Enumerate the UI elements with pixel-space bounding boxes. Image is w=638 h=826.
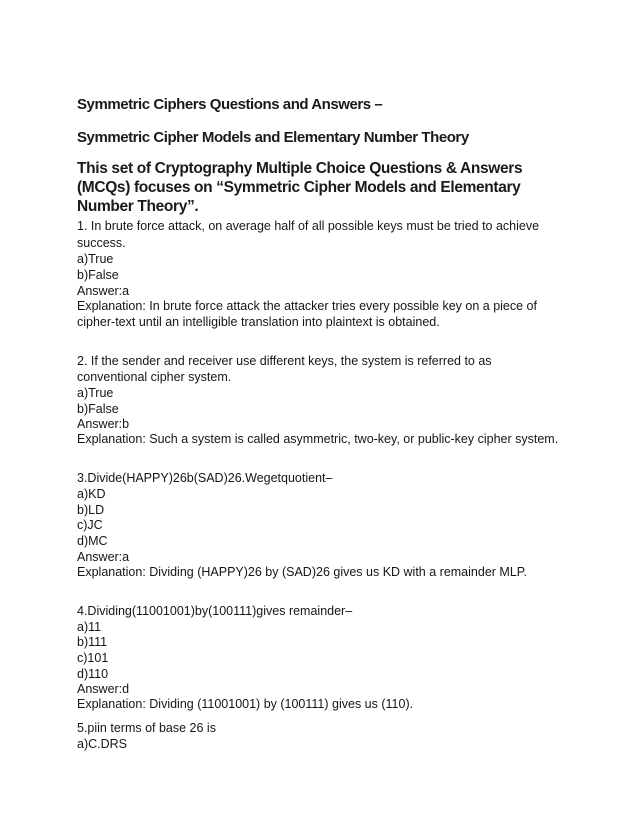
explanation: Explanation: In brute force attack the attacker tries every possible key on a piece of (77, 299, 537, 313)
option-a: a)True (77, 252, 114, 266)
option-a: a)C.DRS (77, 737, 128, 751)
intro-line: This set of Cryptography Multiple Choice Questions & Answers (77, 160, 523, 177)
explanation: Explanation: Dividing (11001001) by (100111) gives us (110). (77, 697, 414, 711)
explanation: Explanation: Such a system is called asymmetric, two-key, or public-key cipher system. (77, 432, 559, 446)
intro-paragraph (77, 159, 557, 216)
option-b: b)111 (77, 635, 108, 649)
option-b: b)LD (77, 503, 105, 517)
question-text: 5.piin terms of base 26 is (77, 721, 216, 735)
intro-line: (MCQs) focuses on “Symmetric Cipher Models and Elementary (77, 179, 521, 196)
intro-line: Number Theory”. (77, 198, 199, 215)
explanation: Explanation: Dividing (HAPPY)26 by (SAD)26 gives us KD with a remainder MLP. (77, 565, 527, 579)
question-text: conventional cipher system. (77, 370, 232, 384)
heading-secondary: Symmetric Cipher Models and Elementary Number Theory (77, 129, 469, 146)
answer: Answer:b (77, 417, 130, 431)
answer: Answer:d (77, 682, 130, 696)
explanation: cipher-text until an intelligible translation into plaintext is obtained. (77, 315, 440, 329)
option-d: d)MC (77, 534, 108, 548)
option-a: a)11 (77, 620, 102, 634)
question-text: 2. If the sender and receiver use different keys, the system is referred to as (77, 354, 492, 368)
option-c: c)101 (77, 651, 109, 665)
option-a: a)True (77, 386, 114, 400)
question-text: 3.Divide(HAPPY)26b(SAD)26.Wegetquotient– (77, 471, 333, 485)
option-c: c)JC (77, 518, 103, 532)
question-text: 4.Dividing(11001001)by(100111)gives remainder– (77, 604, 353, 618)
answer: Answer:a (77, 284, 130, 298)
answer: Answer:a (77, 550, 130, 564)
option-d: d)110 (77, 667, 109, 681)
heading-primary: Symmetric Ciphers Questions and Answers – (77, 96, 383, 113)
option-b: b)False (77, 268, 119, 282)
option-b: b)False (77, 402, 119, 416)
question-text: success. (77, 236, 126, 250)
question-text: 1. In brute force attack, on average half of all possible keys must be tried to achieve (77, 219, 540, 233)
option-a: a)KD (77, 487, 106, 501)
